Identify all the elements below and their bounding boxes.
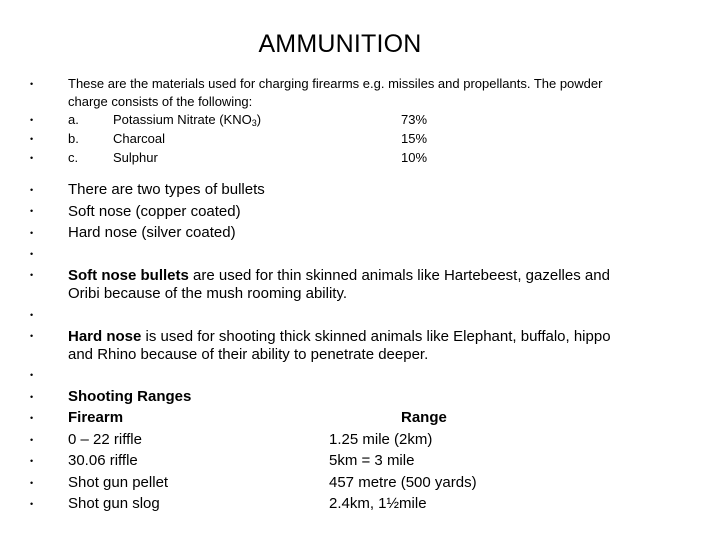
composition-name: Potassium Nitrate $(KNO_3)$ bbox=[113, 112, 262, 128]
bullet-marker: • bbox=[30, 228, 34, 238]
hard-nose-paragraph-line-2: and Rhino because of their ability to penetrate deeper. bbox=[68, 346, 429, 363]
bullet-marker: • bbox=[30, 499, 34, 509]
range-cell: 5km = 3 mile bbox=[329, 452, 415, 469]
hard-nose-type: Hard nose (silver coated) bbox=[68, 224, 236, 241]
composition-percent: 73% bbox=[401, 112, 428, 127]
bullet-marker: • bbox=[30, 435, 34, 445]
bullet-marker: • bbox=[30, 392, 34, 402]
bullet-marker: • bbox=[30, 331, 34, 341]
hard-nose-paragraph: Hard nose is used for shooting thick skinned animals like Elephant, buffalo, hippo bbox=[68, 328, 611, 345]
firearm-cell: Shot gun slog bbox=[68, 495, 160, 512]
bullet-marker: • bbox=[30, 206, 34, 216]
composition-name: Charcoal bbox=[113, 131, 166, 146]
bullet-marker: • bbox=[30, 370, 34, 380]
composition-percent: 10% bbox=[401, 150, 428, 165]
bullet-marker: • bbox=[30, 413, 34, 423]
page-title: AMMUNITION bbox=[258, 30, 422, 58]
bullet-marker: • bbox=[30, 115, 34, 125]
bullet-marker: • bbox=[30, 134, 34, 144]
bullet-marker: • bbox=[30, 310, 34, 320]
composition-name: Sulphur bbox=[113, 150, 158, 165]
range-cell: 2.4km, 1½mile bbox=[329, 495, 427, 512]
firearm-cell: 0 – 22 riffle bbox=[68, 431, 142, 448]
bullet-marker: • bbox=[30, 249, 34, 259]
shooting-ranges-heading: Shooting Ranges bbox=[68, 388, 192, 405]
bullet-marker: • bbox=[30, 478, 34, 488]
bullet-marker: • bbox=[30, 79, 34, 89]
intro-line-2: charge consists of the following: bbox=[68, 94, 253, 109]
composition-letter: a. bbox=[68, 112, 79, 127]
soft-nose-paragraph-line-2: Oribi because of the mush rooming ability. bbox=[68, 285, 348, 302]
intro-line-1: These are the materials used for charging firearms e.g. missiles and propellants. The powder bbox=[68, 76, 603, 91]
range-cell: 457 metre (500 yards) bbox=[329, 474, 477, 491]
soft-nose-type: Soft nose (copper coated) bbox=[68, 203, 241, 220]
composition-percent: 15% bbox=[401, 131, 428, 146]
range-cell: 1.25 mile (2km) bbox=[329, 431, 433, 448]
composition-letter: c. bbox=[68, 150, 79, 165]
bullet-marker: • bbox=[30, 270, 34, 280]
range-column-header: Range bbox=[401, 409, 447, 426]
composition-letter: b. bbox=[68, 131, 79, 146]
firearm-column-header: Firearm bbox=[68, 409, 124, 426]
soft-nose-paragraph: Soft nose bullets are used for thin skinned animals like Hartebeest, gazelles and bbox=[68, 267, 610, 284]
bullet-marker: • bbox=[30, 153, 34, 163]
firearm-cell: 30.06 riffle bbox=[68, 452, 138, 469]
bullet-marker: • bbox=[30, 456, 34, 466]
firearm-cell: Shot gun pellet bbox=[68, 474, 169, 491]
bullet-marker: • bbox=[30, 185, 34, 195]
bullet-types-heading: There are two types of bullets bbox=[68, 181, 265, 198]
